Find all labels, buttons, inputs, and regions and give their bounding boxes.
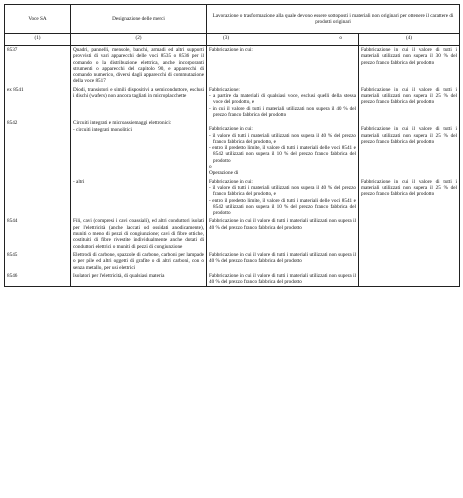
colnum-o: o: [339, 35, 342, 41]
desc-sub: - circuiti integrati monolitici: [73, 126, 132, 133]
row-alt-rule: Fabbricazione in cui il valore di tutti i materiali utilizzati non supera il 25 % del prezzo franco fabbrica del prodotto: [359, 86, 460, 119]
row-rule: Fabbricazione in cui il valore di tutti i materiali utilizzati non supera il 40 % del prezzo franco fabbrica del prodotto: [207, 272, 359, 287]
rule-intro: Fabbricazione:: [209, 86, 240, 93]
row-description: Diodi, transistori e simili dispositivi a semiconduttore, esclusi i dischi (wafers) non ancora tagliati in microplacchette: [71, 86, 207, 119]
row-description: [71, 119, 207, 177]
table-header-row: [5, 5, 460, 34]
row-code: [5, 178, 71, 218]
header-designazione: Designazione delle merci: [71, 5, 207, 34]
row-rule: [207, 86, 359, 119]
header-voce-sa: Voce SA: [5, 5, 71, 34]
row-description: Quadri, pannelli, mensole, banchi, armadi ed altri supporti provvisti di vari apparecchi delle voci 8535 o 8536 per il comando o la distribuzione elettrica, anche incorporanti strumenti o apparecchi del capitolo 90, e apparecchi di comando numerico, diversi dagli apparecchi di commutazione della voce 8517: [71, 46, 207, 86]
rule-operation: Operazione di: [209, 170, 239, 177]
row-description: Fili, cavi (compresi i cavi coassiali), ed altri conduttori isolati per l'elettricità (anche laccati od ossidati anodicamente), muniti o meno di pezzi di congiunzione; cavi di fibre ottiche, costituiti di fibre rivestite individualmente anche dotati di conduttori elettrici o muniti di pezzi di congiunzione: [71, 217, 207, 250]
row-code: 8537: [5, 46, 71, 86]
rules-of-origin-table: [4, 4, 460, 287]
row-alt-rule: Fabbricazione in cui il valore di tutti i materiali utilizzati non supera il 25 % del prezzo franco fabbrica del prodotto: [359, 119, 460, 177]
row-alt-rule: Fabbricazione in cui il valore di tutti i materiali utilizzati non supera il 30 % del prezzo franco fabbrica del prodotto: [359, 46, 460, 86]
table-row: [5, 86, 460, 119]
colnum-1: (1): [5, 34, 71, 46]
row-alt-rule: Fabbricazione in cui il valore di tutti i materiali utilizzati non supera il 25 % del prezzo franco fabbrica del prodotto: [359, 178, 460, 218]
table-row: [5, 178, 460, 218]
table-row: [5, 46, 460, 86]
rule-intro: Fabbricazione in cui:: [209, 126, 253, 133]
rule-or: o: [209, 164, 212, 171]
column-number-row: [5, 34, 460, 46]
row-description: - altri: [71, 178, 207, 218]
table-row: [5, 251, 460, 272]
row-code: ex 8541: [5, 86, 71, 119]
row-code: 8542: [5, 119, 71, 177]
row-description: Elettrodi di carbone, spazzole di carbone, carboni per lampade o per pile ed altri oggetti di grafite o di altri carboni, con o senza metallo, per usi elettrici: [71, 251, 207, 272]
table-row: [5, 119, 460, 177]
row-code: 8544: [5, 217, 71, 250]
rule-item: - entro il predetto limite, il valore di tutti i materiali delle voci 8541 e 8542 utilizzati non supera il 10 % del prezzo franco fabbrica del prodotto: [209, 145, 356, 164]
row-code: 8545: [5, 251, 71, 272]
rule-item: - il valore di tutti i materiali utilizzati non supera il 40 % del prezzo franco fabbrica del prodotto, e: [209, 184, 356, 198]
rule-item: - entro il predetto limite, il valore di tutti i materiali delle voci 8541 e 8542 utilizzati non supera il 10 % del prezzo franco fabbrica del prodotto: [209, 197, 356, 217]
row-alt-rule: [359, 272, 460, 287]
header-lavorazione: Lavorazione o trasformazione alla quale devono essere sottoposti i materiali non originari per ottenere il carattere di prodotti originari: [207, 5, 460, 34]
rule-item: - in cui il valore di tutti i materiali utilizzati non supera il 40 % del prezzo franco fabbrica del prodotto: [209, 105, 356, 118]
rule-item: - il valore di tutti i materiali utilizzati non supera il 40 % del prezzo franco fabbrica del prodotto, e: [209, 132, 356, 145]
colnum-4: (4): [359, 34, 460, 46]
row-rule: Fabbricazione in cui il valore di tutti i materiali utilizzati non supera il 40 % del prezzo franco fabbrica del prodotto: [207, 217, 359, 250]
colnum-2: (2): [71, 34, 207, 46]
row-description: Isolatori per l'elettricità, di qualsiasi materia: [71, 272, 207, 287]
row-rule: Fabbricazione in cui:: [207, 46, 359, 86]
row-rule: [207, 178, 359, 218]
table-row: [5, 272, 460, 287]
rule-intro: Fabbricazione in cui:: [209, 178, 253, 185]
row-rule: Fabbricazione in cui il valore di tutti i materiali utilizzati non supera il 40 % del prezzo franco fabbrica del prodotto: [207, 251, 359, 272]
colnum-3-cell: [207, 34, 359, 46]
rule-item: - a partire da materiali di qualsiasi voce, esclusi quelli della stessa voce del prodotto, e: [209, 93, 356, 106]
row-alt-rule: [359, 251, 460, 272]
row-rule: [207, 119, 359, 177]
row-alt-rule: [359, 217, 460, 250]
table-row: [5, 217, 460, 250]
colnum-3: (3): [223, 35, 230, 41]
row-code: 8546: [5, 272, 71, 287]
desc-main: Circuiti integrati e microassiemaggi elettronici:: [73, 120, 172, 127]
